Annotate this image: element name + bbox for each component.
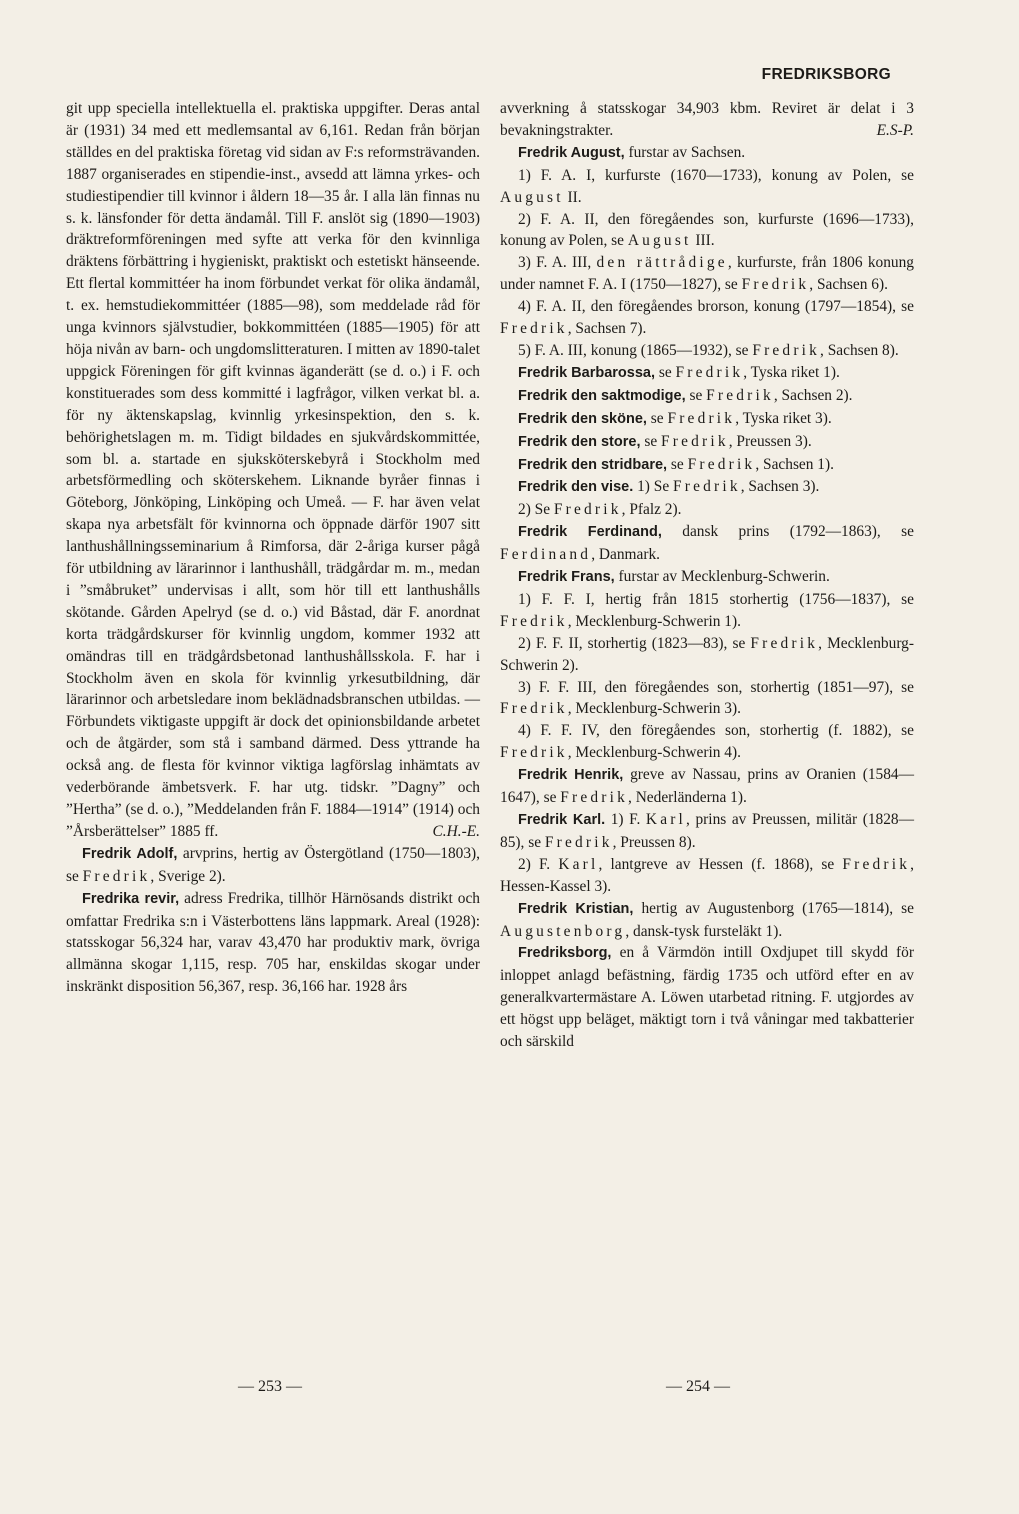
cross-reference: Fredrik — [82, 867, 151, 885]
entry-fredrika-revir: Fredrika revir, adress Fredrika, tillhör Härnösands distrikt och omfattar Fredrika s:n i Västerbottens läns lappmark. Areal (1928): statsskogar 56,324 har, varav 43,470 har produktiv mark, övriga allmänna skogar 1,115, resp. 705 har, enskildas skogar under inskränkt disposition 56,367, resp. 36,166 har. 1928 års — [66, 889, 480, 996]
headword: Fredrik Frans, — [518, 569, 615, 586]
entry-fredrik-henrik: Fredrik Henrik, greve av Nassau, prins av Oranien (1584—1647), se Fredrik, Nederländerna 1). — [500, 766, 914, 807]
headword: Fredrik Karl. — [518, 812, 606, 828]
subentry: 2) F. A. II, den föregåendes son, kurfurste (1696—1733), konung av Polen, se August III. — [500, 210, 914, 250]
subentry: 1) F. A. I, kurfurste (1670—1733), konung av Polen, se August II. — [500, 166, 914, 206]
cross-reference: Fredrik — [752, 341, 821, 359]
entry-fredrik-adolf: Fredrik Adolf, arvprins, hertig av Östergötland (1750—1803), se Fredrik, Sverige 2). — [66, 844, 480, 885]
cross-reference: Fredrik — [500, 612, 568, 630]
headword: Fredrik den stridbare, — [518, 456, 668, 473]
left-column — [66, 98, 480, 998]
headword: Fredrik August, — [518, 144, 625, 161]
headword: Fredriksborg, — [518, 945, 612, 962]
cross-reference: Fredrik — [500, 320, 568, 338]
cross-reference: Fredrik — [544, 833, 613, 851]
headword: Fredrik den store, — [518, 433, 641, 450]
continuation-text: git upp speciella intellektuella el. praktiska uppgifter. Deras antal är (1931) 34 med ett medlemsantal av 6,161. Redan från början ställdes en del praktiska företag vid sidan av F:s reformsträvanden. 1887 organiserades en stipendie-inst., avsedd att lämna yrkes- och studiestipendier till kvinnor i åldern 18—35 år. I alla län finnas nu s. k. länsfonder för detta ändamål. Till F. anslöt sig (1890—1903) dräktreformföreningen med syfte att verka för den kvinnliga dräktens förbättring i hygieniskt, praktiskt och estetiskt hänseende. Ett flertal kommittéer ha inom förbundet verkat för olika ändamål, t. ex. hemstudiekommittéer (1885—98), som meddelade råd för unga kvinnors självstudier, bokkommittéen (1885—1905) för att höja nivån av barn- och ungdomslitteraturen. I mitten av 1890-talet uppgick Föreningen för gift kvinnas äganderätt (se d. o.) i F. och konstituerades som dess kommitté i lagfrågor, vilken verkat bl. a. för ny äktenskapslag, kvinnlig yrkesinspektion, den s. k. behörighetslagen m. m. Tidigt bildades en sjukvårdskommittée, som bl. a. startade en sjuksköterskebyrå i Stockholm med arbetsförmedling och sköterskehem. Liknande byråer finnas i Göteborg, Jönköping, Linköping och Umeå. — F. har även velat skapa nya arbetsfält för kvinnorna och öppnade därför 1907 sitt lanthushållningsseminarium å Rimforsa, där 2-åriga kurser pågå för utbildning av lärarinnor i lanthushåll, trädgårdar m. m., medan i ”småbruket” undervisas i allt, som hör till ett lanthushålls skötande. Gården Apelryd (se d. o.) vid Båstad, där F. anordnat korta trädgårdskurser för kvinnlig ungdom, kommer 1932 att omändras till en trädgårdsbetonad lanthushållsskola. F. har i Stockholm även en skola för kvinnlig yrkesutbildning, där lärarinnor och arbetsledare inom beklädnadsbranschen utbildas. — Förbundets viktigaste uppgift är dock det opinionsbildande arbetet och de åtgärder, som stå i samband därmed. Dess yttrande ha också ang. de flesta för kvinnor viktiga lagförslag inhämtats av vederbörande ämbetsverk. F. har utg. tidskr. ”Dagny” och ”Hertha” (se d. o.), ”Meddelanden från F. 1884—1914” (1914) och ”Årsberättelser” 1885 ff. — [66, 100, 480, 840]
subentry: 3) F. A. III, den rättrådige, kurfurste, från 1806 konung under namnet F. A. I (1750—1827), se Fredrik, Sachsen 6). — [500, 254, 915, 294]
right-column — [500, 98, 914, 1053]
subentry: 3) F. F. III, den föregåendes son, storhertig (1851—97), se Fredrik, Mecklenburg-Schwerin 3). — [500, 678, 914, 718]
headword: Fredrik Barbarossa, — [518, 364, 656, 381]
entry-fredrik-den-stridbare: Fredrik den stridbare, se Fredrik, Sachsen 1). — [518, 455, 834, 473]
cross-reference: Fredrik — [842, 855, 911, 873]
entry-fredrik-den-saktmodige: Fredrik den saktmodige, se Fredrik, Sachsen 2). — [518, 386, 853, 404]
subentry: 5) F. A. III, konung (1865—1932), se Fredrik, Sachsen 8). — [518, 341, 899, 359]
subentry: 2) F. Karl, lantgreve av Hessen (f. 1868), se Fredrik, Hessen-Kassel 3). — [500, 855, 914, 895]
entry-fredrik-august: Fredrik August, furstar av Sachsen. — [518, 143, 746, 161]
entry-fredrik-frans: Fredrik Frans, furstar av Mecklenburg-Schwerin. — [518, 568, 830, 586]
page-number-left: — 253 — — [238, 1378, 302, 1395]
subentry: 2) Se Fredrik, Pfalz 2). — [518, 501, 682, 519]
subentry: 2) F. F. II, storhertig (1823—83), se Fredrik, Mecklenburg-Schwerin 2). — [500, 634, 914, 674]
headword: Fredrik den saktmodige, — [518, 387, 686, 404]
cross-reference: Karl — [558, 855, 599, 873]
cross-reference: Fredrik — [706, 386, 774, 404]
author-signature: C.H.-E. — [432, 822, 480, 840]
entry-fredrik-karl: Fredrik Karl. 1) F. Karl, prins av Preussen, militär (1828—85), se Fredrik, Preussen 8). — [500, 811, 914, 851]
fredrika-bremer-forbundet-continuation — [66, 98, 480, 843]
entry-fredrik-ferdinand: Fredrik Ferdinand, dansk prins (1792—1863), se Ferdinand, Danmark. — [500, 523, 914, 564]
page-number-right: — 254 — — [666, 1378, 730, 1395]
subentry: 1) F. F. I, hertig från 1815 storhertig (1756—1837), se Fredrik, Mecklenburg-Schwerin 1). — [500, 590, 914, 630]
entry-fredriksborg: Fredriksborg, en å Värmdön intill Oxdjupet till skydd för inloppet anlagd befästning, färdig 1735 och utförd efter en av generalkvartermästare A. Löwen utarbetad ritning. F. utgjordes av ett högst upp beläget, mäktigt torn i två våningar med takbatterier och särskild — [500, 944, 914, 1051]
cross-reference: Augustenborg — [500, 922, 626, 940]
author-signature: E.S-P. — [876, 121, 914, 139]
cross-reference: Fredrik — [667, 409, 736, 427]
cross-reference: Fredrik — [750, 634, 819, 652]
subentry: 4) F. F. IV, den föregåendes son, storhertig (f. 1882), se Fredrik, Mecklenburg-Schwerin 4). — [500, 722, 914, 762]
entry-fredrik-den-vise: Fredrik den vise. 1) Se Fredrik, Sachsen 3). — [518, 478, 820, 496]
epithet: den rättrådige — [596, 254, 728, 272]
cross-reference: Fredrik — [560, 789, 628, 807]
cross-reference: Fredrik — [673, 478, 741, 496]
headword: Fredrik den sköne, — [518, 410, 647, 427]
headword: Fredrik Henrik, — [518, 767, 624, 784]
cross-reference: Ferdinand — [500, 546, 592, 564]
headword: Fredrik Ferdinand, — [518, 524, 662, 541]
headword: Fredrika revir, — [82, 890, 180, 907]
cross-reference: August — [500, 188, 564, 206]
subentry: 4) F. A. II, den föregåendes brorson, konung (1797—1854), se Fredrik, Sachsen 7). — [500, 298, 914, 338]
cross-reference: Fredrik — [553, 501, 622, 519]
entry-fredrik-den-skone: Fredrik den sköne, se Fredrik, Tyska riket 3). — [518, 409, 832, 427]
entry-fredrik-kristian: Fredrik Kristian, hertig av Augustenborg (1765—1814), se Augustenborg, dansk-tysk fursteläkt 1). — [500, 899, 914, 940]
fredrika-revir-continuation: avverkning å statsskogar 34,903 kbm. Reviret är delat i 3 bevakningstrakter. E.S-P. — [500, 98, 914, 142]
cross-reference: Karl — [645, 811, 687, 828]
cross-reference: Fredrik — [741, 276, 810, 294]
cross-reference: Fredrik — [661, 432, 729, 450]
cross-reference: Fredrik — [500, 744, 568, 762]
cross-reference: Fredrik — [675, 363, 744, 381]
entry-fredrik-barbarossa: Fredrik Barbarossa, se Fredrik, Tyska riket 1). — [518, 363, 840, 381]
headword: Fredrik Adolf, — [82, 845, 178, 862]
cross-reference: August — [627, 232, 692, 250]
entry-fredrik-den-store: Fredrik den store, se Fredrik, Preussen 3). — [518, 432, 812, 450]
headword: Fredrik den vise. — [518, 479, 634, 496]
running-head: FREDRIKSBORG — [761, 66, 891, 83]
cross-reference: Fredrik — [687, 455, 756, 473]
cross-reference: Fredrik — [500, 700, 568, 718]
headword: Fredrik Kristian, — [518, 900, 634, 917]
